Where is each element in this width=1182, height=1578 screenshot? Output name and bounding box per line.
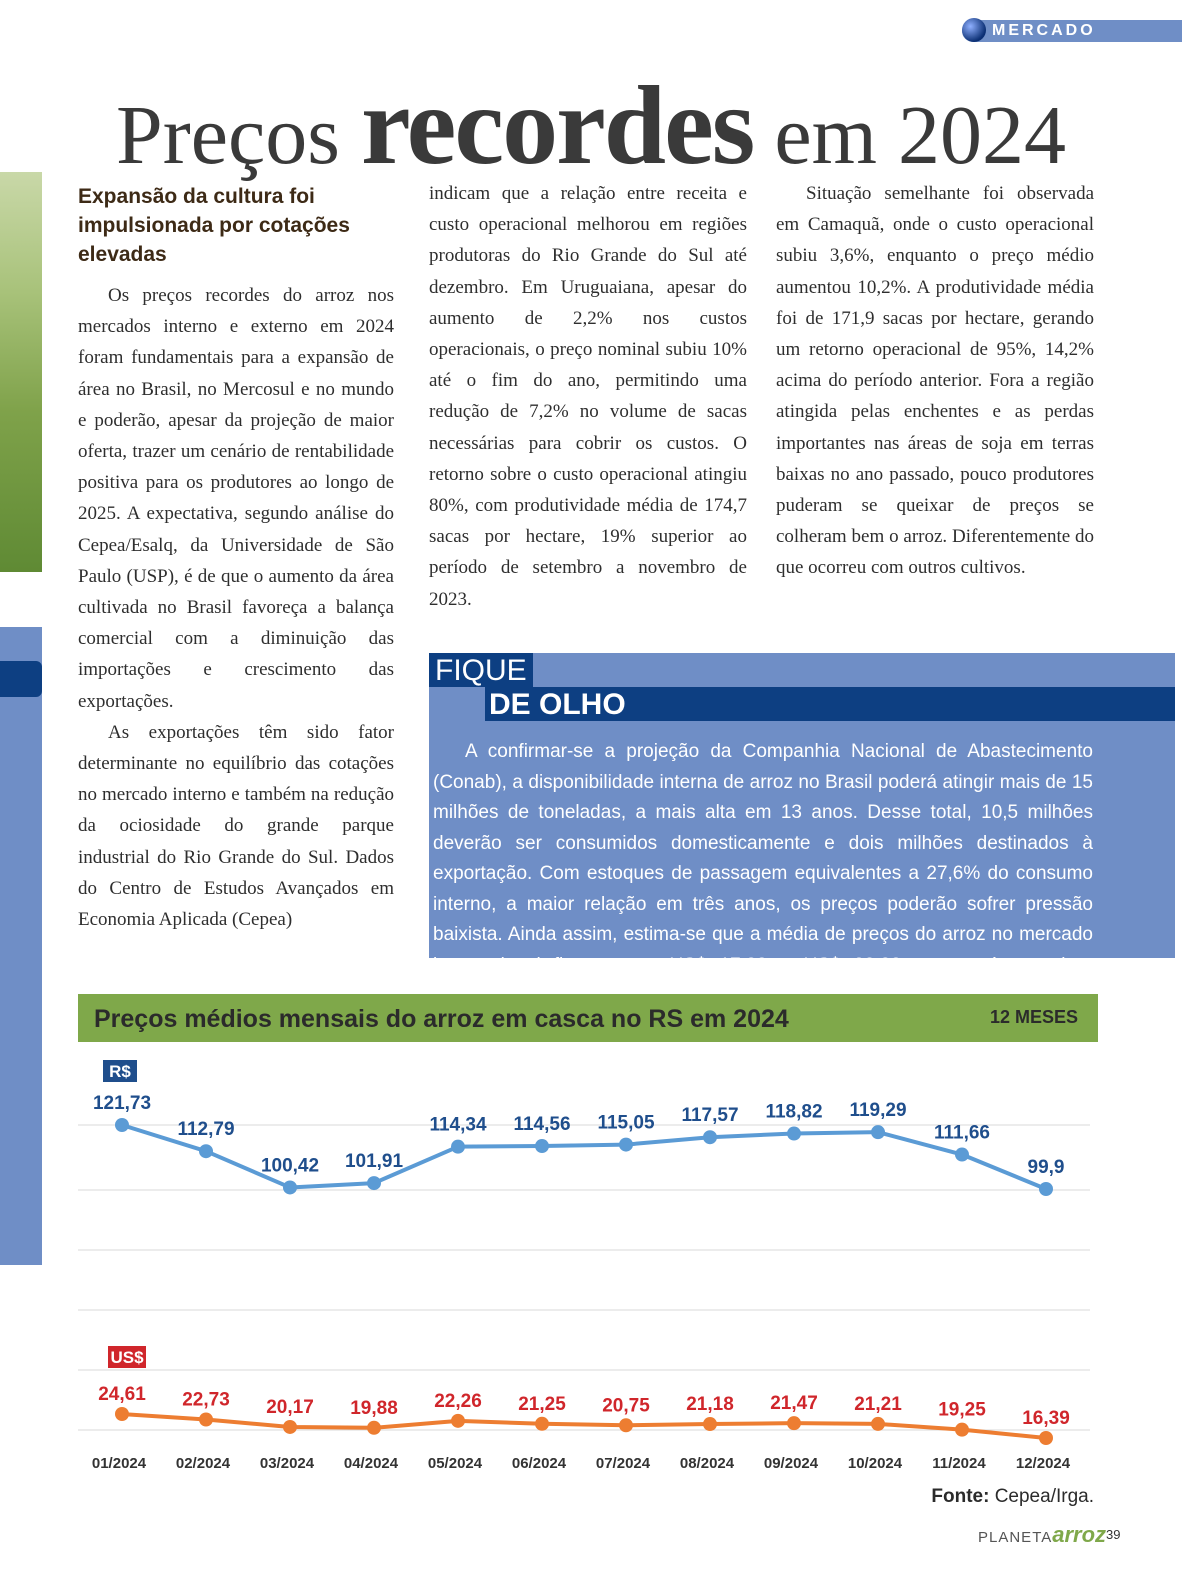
headline-part2: recordes	[360, 64, 754, 188]
x-tick-label: 08/2024	[679, 1455, 735, 1472]
x-tick-label: 04/2024	[343, 1455, 399, 1472]
x-tick-label: 07/2024	[595, 1455, 651, 1472]
callout-paragraph: A confirmar-se a projeção da Companhia Nacional de Abastecimento (Conab), a disponibilidade interna de arroz no Brasil poderá atingir mais de 15 milhões de toneladas, a mais alta em 13 anos. Desse total, 10,5 milhões deverão ser consumidos domesticamente e dois milhões destinados à exportação. Com estoques de passagem equivalentes a 27,6% do consumo interno, a maior relação em três anos, os preços poderão sofrer pressão baixista. Ainda assim, estima-se que a média de preços do arroz no mercado internacional flutue entre US$ 17,00 e US$ 20,00, o que é uma boa	[433, 741, 1093, 976]
data-point	[871, 1417, 885, 1431]
chart-period: 12 MESES	[990, 1007, 1079, 1027]
data-label: 21,21	[854, 1393, 902, 1415]
paragraph: As exportações têm sido fator determinante no equilíbrio das cotações no mercado interno e também na redução da ociosidade do grande parque industrial do Rio Grande do Sul. Dados do Centro de Estudos Avançados em Economia Aplicada (Cepea)	[78, 721, 394, 931]
paragraph: indicam que a relação entre receita e custo operacional melhorou em regiões produtoras do Rio Grande do Sul até dezembro. Em Uruguaiana, apesar do aumento de 2,2% nos custos operacionais, o preço nominal subiu 10% até o fim do ano, permitindo uma redução de 7,2% no volume de sacas necessárias para cobrir os custos. O retorno sobre o custo operacional atingiu 80%, com produtividade média de 174,7 sacas por hectare, 19% superior ao período de setembro a novembro de 2023.	[429, 183, 747, 610]
data-point	[955, 1423, 969, 1437]
data-label: 22,26	[434, 1390, 482, 1412]
data-label: 21,47	[770, 1393, 818, 1415]
brand-logo	[978, 1522, 1106, 1548]
data-point	[535, 1139, 549, 1153]
data-point	[283, 1180, 297, 1194]
chart-title: Preços médios mensais do arroz em casca no RS em 2024	[94, 1005, 789, 1033]
series-line-usd	[122, 1414, 1046, 1438]
data-label: 20,75	[602, 1395, 650, 1417]
data-point	[367, 1176, 381, 1190]
data-label: 21,25	[518, 1393, 566, 1415]
data-point	[955, 1148, 969, 1162]
data-label: 112,79	[177, 1119, 235, 1141]
data-point	[451, 1414, 465, 1428]
column-1	[78, 280, 394, 935]
globe-icon	[962, 18, 986, 42]
data-point	[283, 1420, 297, 1434]
data-point	[619, 1418, 633, 1432]
data-point	[871, 1125, 885, 1139]
photo-strip	[0, 172, 42, 572]
x-tick-label: 03/2024	[259, 1455, 315, 1472]
data-label: 19,88	[350, 1397, 398, 1419]
brand-text-a: PLANETA	[978, 1529, 1053, 1546]
series-name: R$	[109, 1062, 131, 1081]
data-label: 114,34	[429, 1114, 487, 1136]
data-point	[115, 1118, 129, 1132]
data-point	[619, 1138, 633, 1152]
data-label: 100,42	[260, 1155, 320, 1177]
data-point	[787, 1416, 801, 1430]
data-point	[199, 1144, 213, 1158]
data-label: 115,05	[597, 1112, 655, 1134]
data-label: 117,57	[681, 1105, 739, 1127]
data-point	[1039, 1182, 1053, 1196]
data-label: 99,9	[1027, 1157, 1065, 1178]
data-label: 22,73	[182, 1389, 230, 1411]
data-point	[367, 1421, 381, 1435]
data-point	[1039, 1431, 1053, 1445]
data-label: 20,17	[266, 1396, 314, 1418]
data-label: 118,82	[765, 1101, 823, 1123]
paragraph: Os preços recordes do arroz nos mercados interno e externo em 2024 foram fundamentais para a expansão de área no Brasil, no Mercosul e no mundo e poderão, apesar da projeção de maior oferta, trazer um cenário de rentabilidade positiva para os produtores ao longo de 2025. A expectativa, segundo análise do Cepea/Esalq, da Universidade de São Paulo (USP), é de que o aumento da área cultivada no Brasil favoreça a balança comercial com a diminuição das importações e crescimento das exportações.	[78, 285, 394, 712]
x-tick-label: 06/2024	[511, 1455, 567, 1472]
x-tick-label: 09/2024	[763, 1455, 819, 1472]
series-name: US$	[110, 1348, 144, 1367]
headline-part1: Preços	[116, 89, 361, 182]
callout-title-1: FIQUE	[429, 653, 533, 687]
data-label: 119,29	[849, 1100, 907, 1122]
data-point	[703, 1130, 717, 1144]
chart-source	[860, 1486, 1094, 1508]
paragraph: Situação semelhante foi observada em Camaquã, onde o custo operacional subiu 3,6%, enquanto o preço médio aumentou 10,2%. A produtividade média foi de 171,9 sacas por hectare, gerando um retorno operacional de 95%, 14,2% acima do período anterior. Fora a região atingida pelas enchentes e as perdas importantes nas áreas de soja em terras baixas no ano passado, pouco produtores puderam se queixar de preços se colheram bem o arroz. Diferentemente do que ocorreu com outros cultivos.	[776, 183, 1094, 579]
data-point	[451, 1140, 465, 1154]
column-2	[429, 178, 747, 615]
data-point	[703, 1417, 717, 1431]
x-tick-label: 02/2024	[175, 1455, 231, 1472]
source-value: Cepea/Irga.	[994, 1486, 1094, 1507]
data-label: 16,39	[1022, 1408, 1070, 1429]
source-label: Fonte:	[931, 1486, 990, 1507]
x-tick-label: 12/2024	[1015, 1455, 1071, 1472]
section-label: MERCADO	[992, 22, 1096, 39]
side-tab	[0, 661, 42, 697]
data-point	[199, 1412, 213, 1426]
data-point	[535, 1417, 549, 1431]
data-label: 24,61	[98, 1384, 146, 1405]
data-label: 21,18	[686, 1394, 734, 1416]
headline-part3: em 2024	[753, 89, 1066, 182]
data-label: 111,66	[933, 1122, 991, 1144]
column-3	[776, 178, 1094, 584]
x-tick-label: 11/2024	[932, 1455, 986, 1472]
x-tick-label: 05/2024	[427, 1455, 483, 1472]
data-label: 101,91	[344, 1151, 404, 1173]
data-label: 19,25	[938, 1399, 986, 1421]
line-chart	[0, 1040, 1182, 1486]
subhead: Expansão da cultura foi impulsionada por cotações elevadas	[78, 185, 350, 266]
x-tick-label: 10/2024	[847, 1455, 903, 1472]
callout-text	[433, 737, 1093, 1012]
headline	[0, 62, 1182, 191]
brand-text-b: arroz	[1052, 1522, 1107, 1547]
x-tick-label: 01/2024	[91, 1455, 147, 1472]
data-label: 121,73	[92, 1093, 152, 1114]
callout-title-2: DE OLHO	[485, 687, 1175, 721]
data-point	[115, 1407, 129, 1421]
data-point	[787, 1127, 801, 1141]
page-number: 39	[1106, 1527, 1121, 1542]
data-label: 114,56	[513, 1114, 571, 1136]
